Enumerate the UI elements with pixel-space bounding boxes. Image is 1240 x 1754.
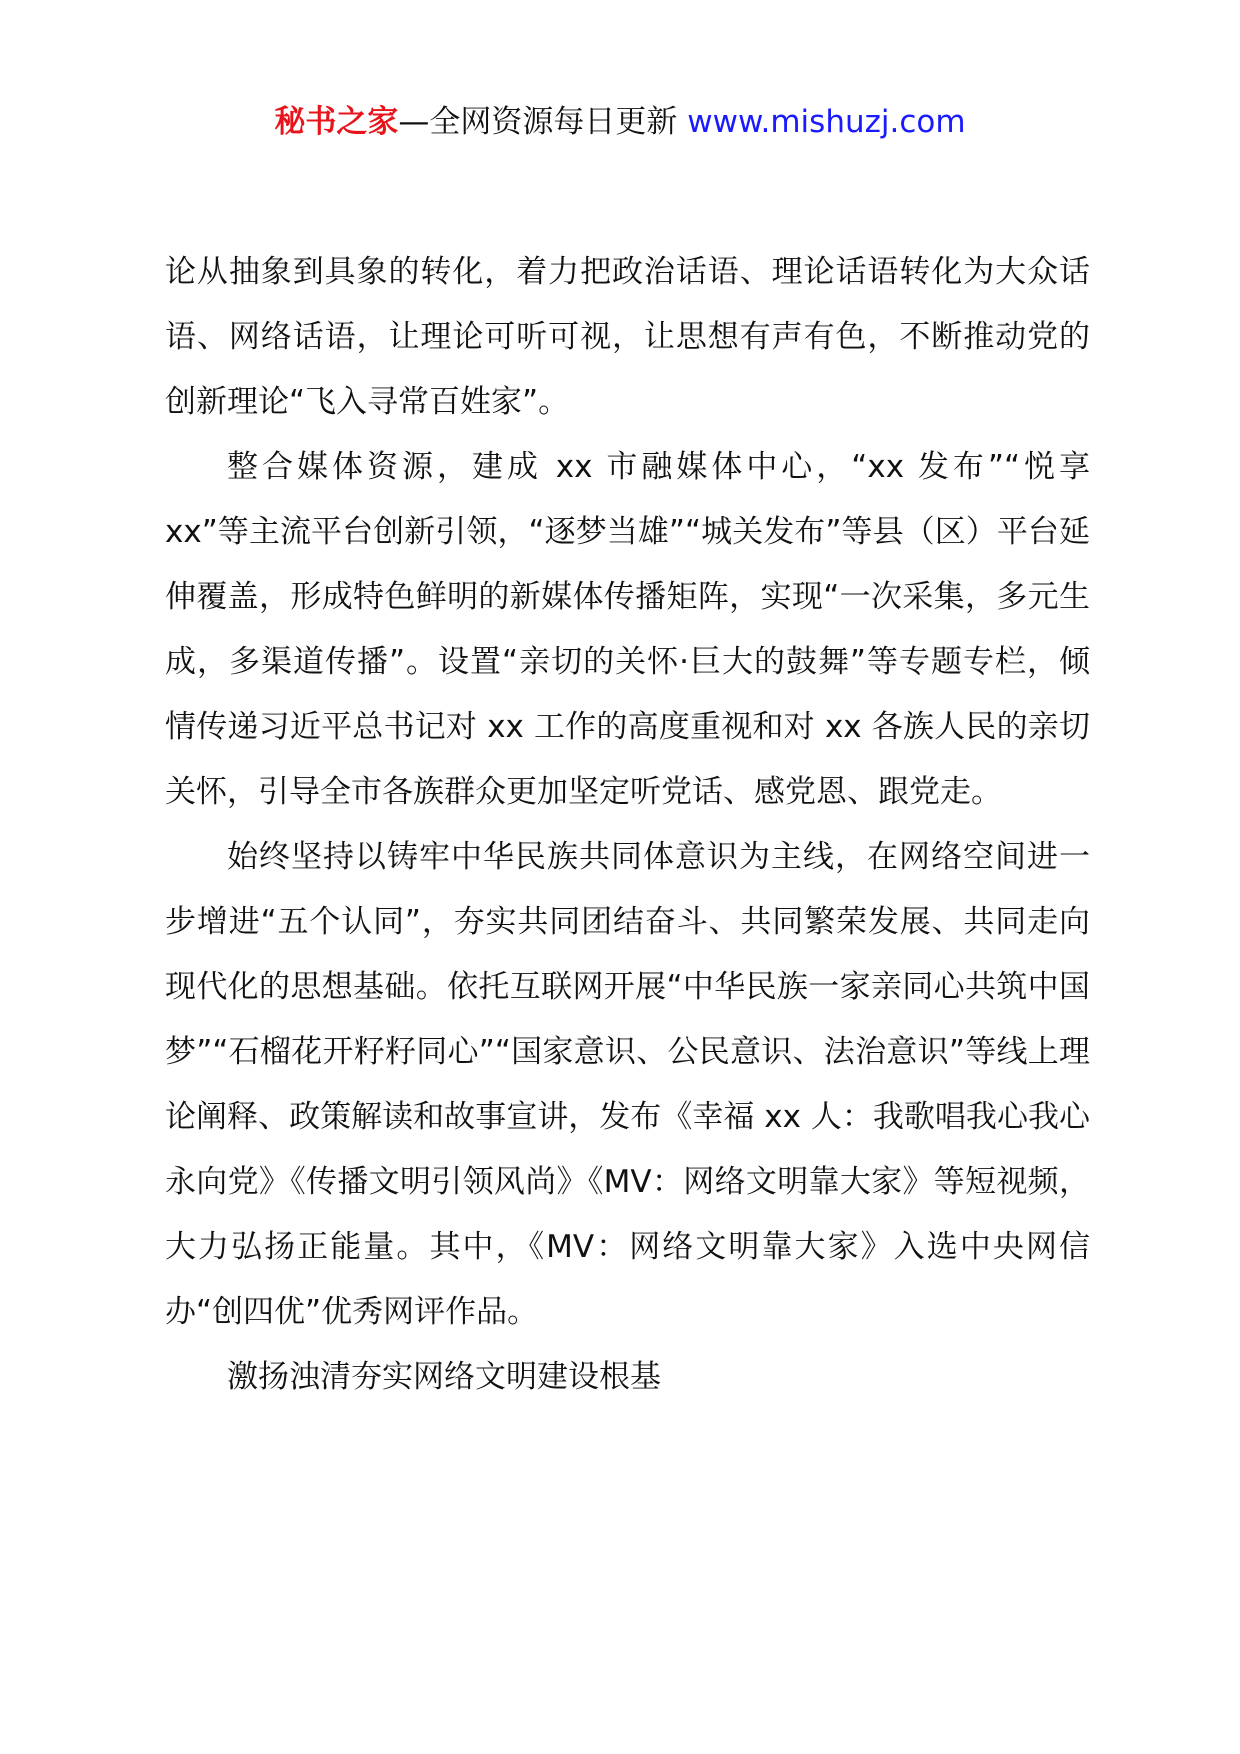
paragraph-continuation: 论从抽象到具象的转化，着力把政治话语、理论话语转化为大众话语、网络话语，让理论可听可视，让思想有声有色，不断推动党的创新理论“飞入寻常百姓家”。 bbox=[165, 254, 1090, 420]
paragraph-national-unity: 始终坚持以铸牢中华民族共同体意识为主线，在网络空间进一步增进“五个认同”，夯实共同团结奋斗、共同繁荣发展、共同走向现代化的思想基础。依托互联网开展“中华民族一家亲同心共筑中国梦”“石榴花开籽籽同心”“国家意识、公民意识、法治意识”等线上理论阐释、政策解读和故事宣讲，发布《幸福 xx 人：我歌唱我心我心永向党》《传播文明引领风尚》《MV：网络文明靠大家》等短视频，大力弘扬正能量。其中，《MV：网络文明靠大家》入选中央网信办“创四优”优秀网评作品。 bbox=[165, 839, 1090, 1330]
page-header bbox=[0, 100, 1240, 144]
paragraph-media-resources: 整合媒体资源，建成 xx 市融媒体中心，“xx 发布”“悦享 xx”等主流平台创新引领，“逐梦当雄”“城关发布”等县（区）平台延伸覆盖，形成特色鲜明的新媒体传播矩阵，实现“一次采集，多元生成，多渠道传播”。设置“亲切的关怀·巨大的鼓舞”等专题专栏，倾情传递习近平总书记对 xx 工作的高度重视和对 xx 各族人民的亲切关怀，引导全市各族群众更加坚定听党话、感党恩、跟党走。 bbox=[165, 449, 1090, 810]
website-link[interactable]: www.mishuzj.com bbox=[687, 104, 966, 140]
brand-name: 秘书之家 bbox=[274, 104, 399, 140]
header-slogan: —全网资源每日更新 bbox=[398, 104, 688, 140]
section-heading: 激扬浊清夯实网络文明建设根基 bbox=[227, 1359, 661, 1395]
document-body bbox=[165, 240, 1090, 1410]
